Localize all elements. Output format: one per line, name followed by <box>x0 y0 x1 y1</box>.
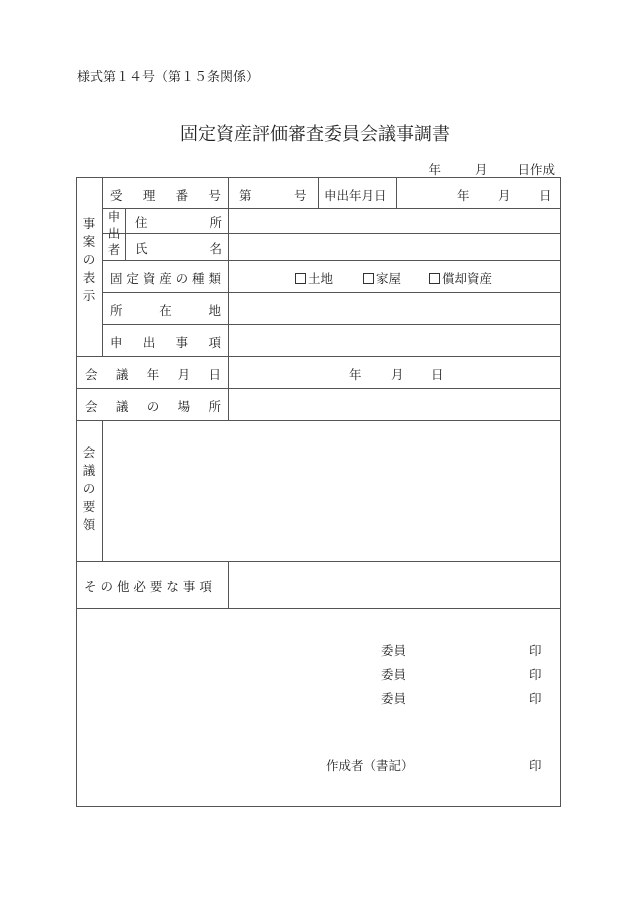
address-label: 住 所 <box>135 215 222 230</box>
name-label: 氏 名 <box>135 241 222 256</box>
member-3-role: 委員 <box>381 691 407 706</box>
other-matters-label: そ の 他 必 要 な 事 項 <box>84 579 212 594</box>
created-year: 年 <box>428 162 441 177</box>
document-title: 固定資産評価審査委員会議事調書 <box>180 124 450 145</box>
asset-option-land[interactable]: 土地 <box>295 269 333 287</box>
case-section-label: 事 案 の 表 示 <box>82 216 96 303</box>
receipt-dai: 第 <box>239 188 252 203</box>
member-2-seal: 印 <box>529 667 542 682</box>
receipt-number-label: 受 理 番 号 <box>110 188 221 203</box>
checkbox-icon <box>295 273 306 284</box>
meeting-month: 月 <box>391 367 404 382</box>
meeting-place-label: 会 議 の 場 所 <box>85 399 221 414</box>
meeting-date-label: 会 議 年 月 日 <box>85 367 221 382</box>
filing-month: 月 <box>498 188 511 203</box>
created-day: 日作成 <box>517 162 555 177</box>
matter-label: 申 出 事 項 <box>110 335 221 350</box>
receipt-go: 号 <box>294 188 307 203</box>
member-1-seal: 印 <box>529 643 542 658</box>
meeting-summary-label: 会 議 の 要 領 <box>82 445 96 532</box>
form-table <box>76 177 561 807</box>
asset-option-depreciable[interactable]: 償却資産 <box>429 269 492 287</box>
applicant-label: 申 出 者 <box>107 209 121 257</box>
location-label: 所 在 地 <box>110 303 221 318</box>
member-3-seal: 印 <box>529 691 542 706</box>
filing-date-label: 申出年月日 <box>324 188 387 203</box>
filing-year: 年 <box>457 188 470 203</box>
checkbox-icon <box>429 273 440 284</box>
clerk-role: 作成者（書記） <box>326 758 414 773</box>
checkbox-icon <box>363 273 374 284</box>
clerk-seal: 印 <box>529 758 542 773</box>
filing-day: 日 <box>539 188 552 203</box>
asset-option-house[interactable]: 家屋 <box>363 269 401 287</box>
meeting-year: 年 <box>349 367 362 382</box>
created-date <box>428 160 555 178</box>
form-number: 様式第１４号（第１５条関係） <box>77 70 260 85</box>
asset-type-label: 固 定 資 産 の 種 類 <box>110 271 221 286</box>
member-2-role: 委員 <box>381 667 407 682</box>
meeting-day: 日 <box>431 367 444 382</box>
member-1-role: 委員 <box>381 643 407 658</box>
created-month: 月 <box>474 162 488 177</box>
